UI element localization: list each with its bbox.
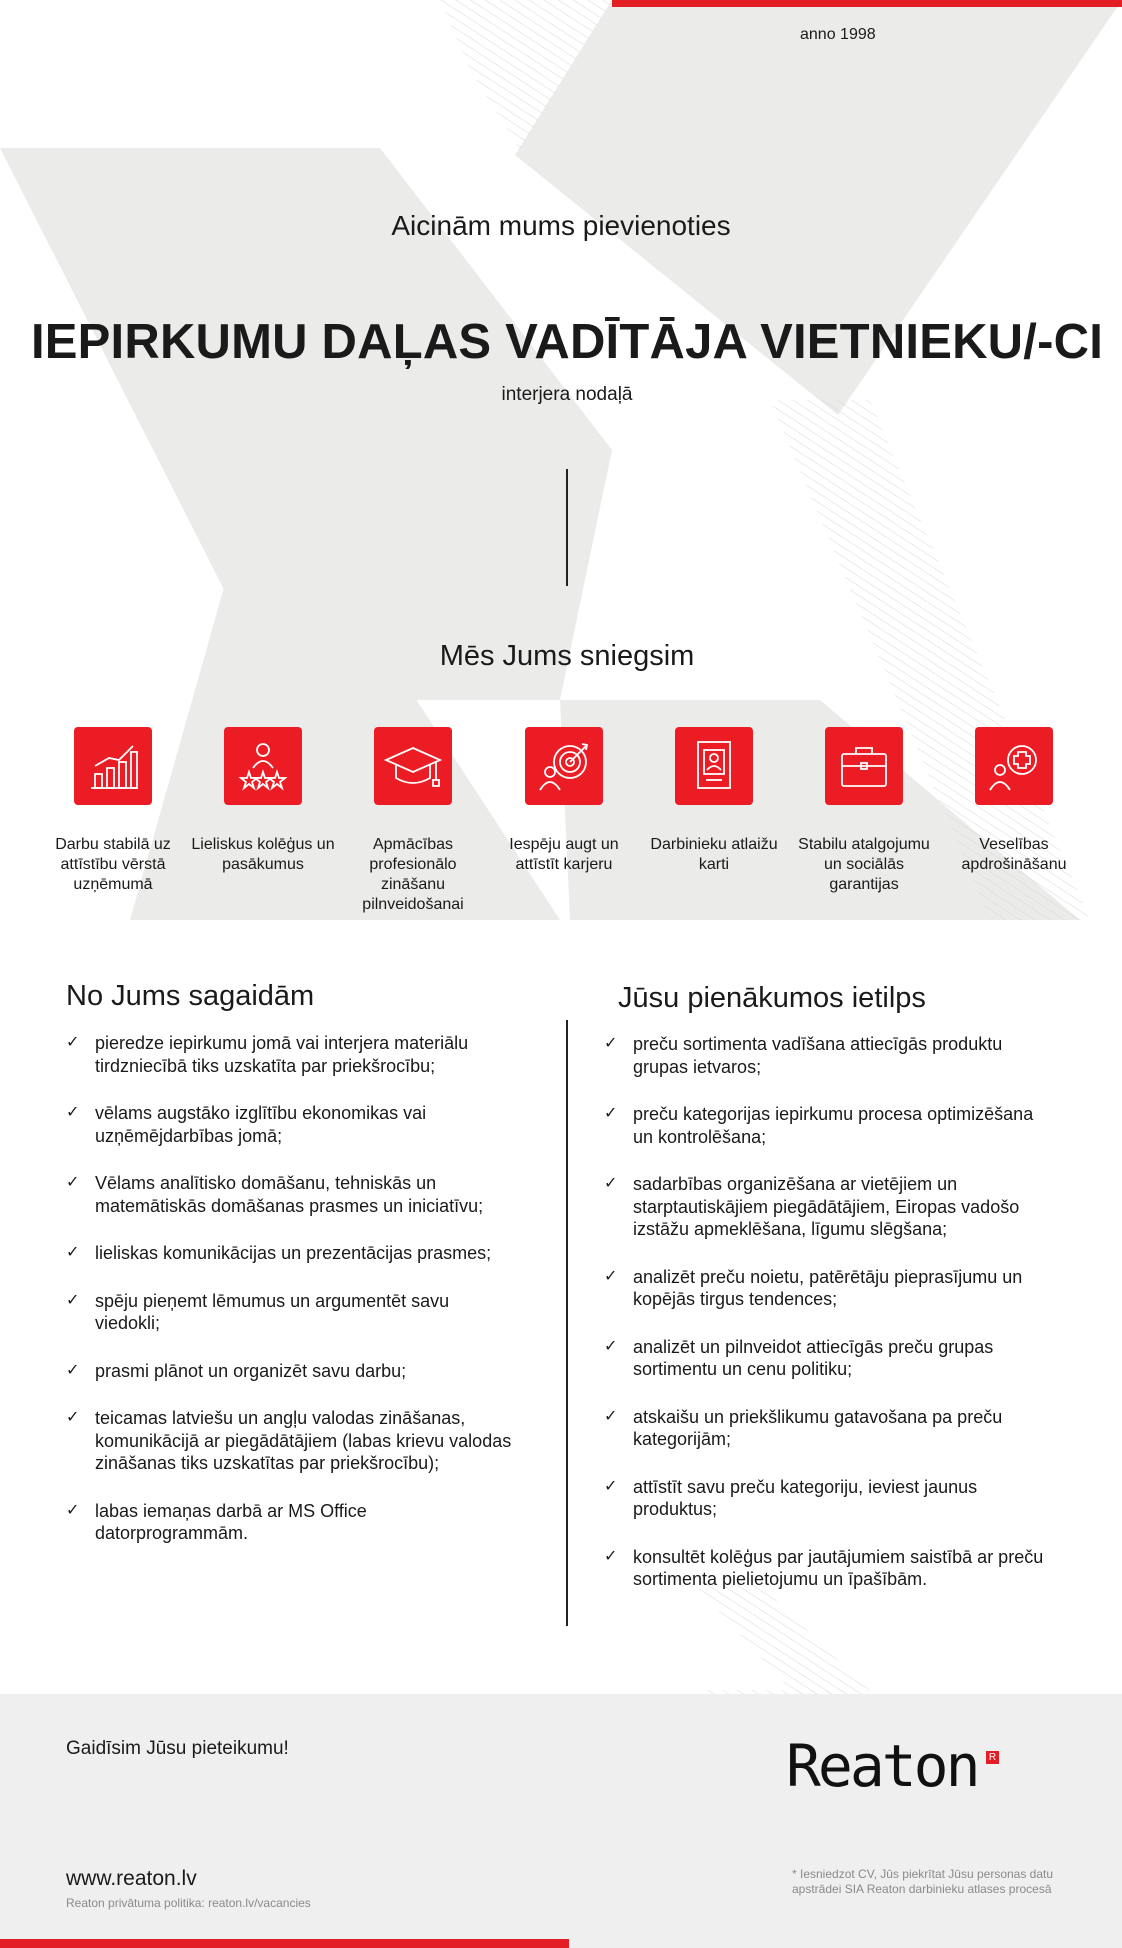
benefit-item [639,727,789,875]
check-icon: ✓ [66,1501,80,1519]
column-divider [566,1020,568,1626]
cv-disclaimer: * Iesniedzot CV, Jūs piekrītat Jūsu personas datu apstrādei SIA Reaton darbinieku atlases procesā [792,1867,1054,1896]
list-item: ✓ lieliskas komunikācijas un prezentācijas prasmes; [66,1243,492,1263]
duties-list [604,1033,1054,1616]
benefit-label: Apmācības profesionālo zināšanu pilnveidošanai [362,836,464,913]
list-item: ✓ sadarbības organizēšana ar vietējiem un starptautiskājiem piegādātājiem, Eiropas vadošo izstāžu apmeklēšana, līgumu slēgšana; [604,1174,1020,1239]
check-icon: ✓ [604,1105,618,1122]
check-icon: ✓ [66,1409,80,1426]
list-item: ✓ attīstīt savu preču kategoriju, ieviest jaunus produktus; [604,1476,978,1519]
check-icon: ✓ [604,1035,618,1052]
divider-line [566,469,568,586]
benefit-label: Darbu stabilā uz attīstību vērstā uzņēmumā [55,836,171,893]
benefit-item [188,727,338,875]
health-cross-icon [975,727,1053,805]
department: interjera nodaļā [501,384,633,405]
check-icon: ✓ [604,1477,618,1495]
list-item: ✓ analizēt un pilnveidot attiecīgās preču grupas sortimentu un cenu politiku; [604,1336,994,1379]
check-icon: ✓ [66,1034,80,1051]
list-item: ✓ prasmi plānot un organizēt savu darbu; [66,1360,407,1381]
bar-chart-icon [74,727,152,805]
list-item: ✓ atskaišu un priekšlikumu gatavošana pa preču kategorijām; [604,1406,1003,1449]
graduation-cap-icon [374,727,452,805]
employee-card-icon [675,727,753,805]
requirements-heading: No Jums sagaidām [66,980,315,1012]
benefit-label: Iespēju augt un attīstīt karjeru [509,836,619,873]
benefit-label: Stabilu atalgojumu un sociālās garantijas [798,836,930,893]
list-item: ✓ preču sortimenta vadīšana attiecīgās produktu grupas ietvaros; [604,1034,1003,1077]
founded-year: anno 1998 [800,26,876,43]
job-title: IEPIRKUMU DAĻAS VADĪTĀJA VIETNIEKU/-CI [30,315,1104,369]
check-icon: ✓ [604,1175,618,1192]
benefit-label: Darbinieku atlaižu karti [650,836,778,873]
list-item: ✓ vēlams augstāko izglītību ekonomikas vai uzņēmējdarbības jomā; [66,1103,427,1146]
briefcase-icon [825,727,903,805]
benefit-item [338,727,488,915]
reaton-logo: Reaton [786,1732,978,1800]
check-icon: ✓ [66,1174,80,1191]
website-link[interactable]: www.reaton.lv [66,1867,197,1890]
requirements-list [66,1032,516,1570]
list-item: ✓ konsultēt kolēģus par jautājumiem saistībā ar preču sortimenta pielietojumu un īpašībām. [604,1546,1044,1589]
check-icon: ✓ [66,1291,80,1309]
privacy-policy[interactable]: Reaton privātuma politika: reaton.lv/vacancies [66,1896,311,1910]
list-item: ✓ spēju pieņemt lēmumus un argumentēt savu viedokli; [66,1290,450,1333]
list-item: ✓ teicamas latviešu un angļu valodas zināšanas, komunikācijā ar piegādātājiem (labas krievu valodas zināšanas tiks uzskatītas par priekšrocību); [66,1408,512,1473]
target-growth-icon [525,727,603,805]
benefits-heading: Mēs Jums sniegsim [439,640,695,672]
logo-mark-icon: R [986,1751,999,1764]
list-item: ✓ Vēlams analītisko domāšanu, tehniskās un matemātiskās domāšanas prasmes un iniciatīvu; [66,1173,484,1216]
benefit-item [489,727,639,875]
call-to-action: Gaidīsim Jūsu pieteikumu! [66,1738,289,1759]
list-item: ✓ pieredze iepirkumu jomā vai interjera materiālu tirdzniecībā tiks uzskatīta par priekšrocību; [66,1033,469,1076]
benefit-item [939,727,1089,875]
colleagues-stars-icon [224,727,302,805]
duties-heading: Jūsu pienākumos ietilps [618,982,926,1014]
benefit-label: Lieliskus kolēģus un pasākumus [191,836,335,873]
list-item: ✓ analizēt preču noietu, patērētāju pieprasījumu un kopējās tirgus tendences; [604,1266,1023,1309]
check-icon: ✓ [66,1104,80,1121]
list-item: ✓ labas iemaņas darbā ar MS Office datorprogrammām. [66,1500,367,1543]
benefit-label: Veselības apdrošināšanu [961,836,1067,873]
check-icon: ✓ [604,1547,618,1565]
benefit-item [38,727,188,895]
benefit-item [789,727,939,895]
invite-heading: Aicinām mums pievienoties [391,210,731,241]
check-icon: ✓ [604,1407,618,1425]
top-accent-bar [612,0,1122,7]
check-icon: ✓ [66,1244,80,1261]
check-icon: ✓ [604,1337,618,1355]
check-icon: ✓ [66,1361,80,1379]
list-item: ✓ preču kategorijas iepirkumu procesa optimizēšana un kontrolēšana; [604,1104,1034,1147]
check-icon: ✓ [604,1267,618,1285]
bottom-accent-bar [0,1939,569,1948]
